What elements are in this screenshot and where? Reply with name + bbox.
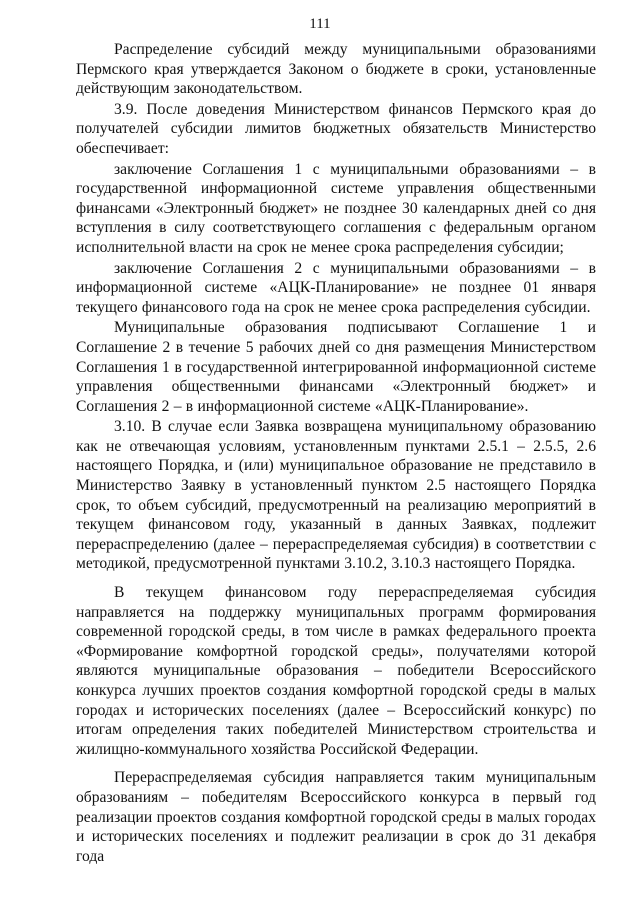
paragraph-3-9: 3.9. После доведения Министерством финансов Пермского края до получателей субсидии лимитов бюджетных обязательств Министерство обеспечивает: — [76, 100, 596, 157]
document-body — [76, 40, 596, 866]
paragraph-redistributed-subsidy: В текущем финансовом году перераспределяемая субсидия направляется на поддержку муниципальных программ формирования современной городской среды, в том числе в рамках федерального проекта «Формирование комфортной городской среды», получателями которой являются муниципальные образования – победители Всероссийского конкурса лучших проектов создания комфортной городской среды в малых городах и исторических поселениях (далее – Всероссийский конкурс) по итогам определения таких победителей Министерством строительства и жилищно-коммунального хозяйства Российской Федерации. — [76, 584, 596, 758]
page-number: 111 — [309, 16, 331, 32]
paragraph-municipal-signing: Муниципальные образования подписывают Соглашение 1 и Соглашение 2 в течение 5 рабочих дней со дня размещения Министерством Соглашения 1 в государственной интегрированной информационной системе управления общественными финансами «Электронный бюджет» и Соглашения 2 – в информационной системе «АЦК-Планирование». — [76, 319, 596, 415]
paragraph-contest-winners: Перераспределяемая субсидия направляется таким муниципальным образованиям – победителям Всероссийского конкурса в первый год реализации проектов создания комфортной городской среды в малых городах и исторических поселениях и подлежит реализации в срок до 31 декабря года — [76, 769, 596, 865]
paragraph-3-10: 3.10. В случае если Заявка возвращена муниципальному образованию как не отвечающая условиям, установленным пунктами 2.5.1 – 2.5.5, 2.6 настоящего Порядка, и (или) муниципальное образование не представило в Министерство Заявку в установленный пунктом 2.5 настоящего Порядка срок, то объем субсидий, предусмотренный на реализацию мероприятий в текущем финансовом году, указанный в данных Заявках, подлежит перераспределению (далее – перераспределяемая субсидия) в соответствии с методикой, предусмотренной пунктами 3.10.2, 3.10.3 настоящего Порядка. — [76, 418, 596, 573]
paragraph-agreement-2: заключение Соглашения 2 с муниципальными образованиями – в информационной системе «АЦК-Планирование» не позднее 01 января текущего финансового года на срок не менее срока распределения субсидии. — [76, 259, 596, 316]
paragraph-distribution-law: Распределение субсидий между муниципальными образованиями Пермского края утверждается Законом о бюджете в сроки, установленные действующим законодательством. — [76, 41, 596, 98]
paragraph-agreement-1: заключение Соглашения 1 с муниципальными образованиями – в государственной информационной системе управления общественными финансами «Электронный бюджет» не позднее 30 календарных дней со дня вступления в силу соответствующего соглашения с федеральным органом исполнительной власти на срок не менее срока распределения субсидии; — [76, 160, 596, 256]
